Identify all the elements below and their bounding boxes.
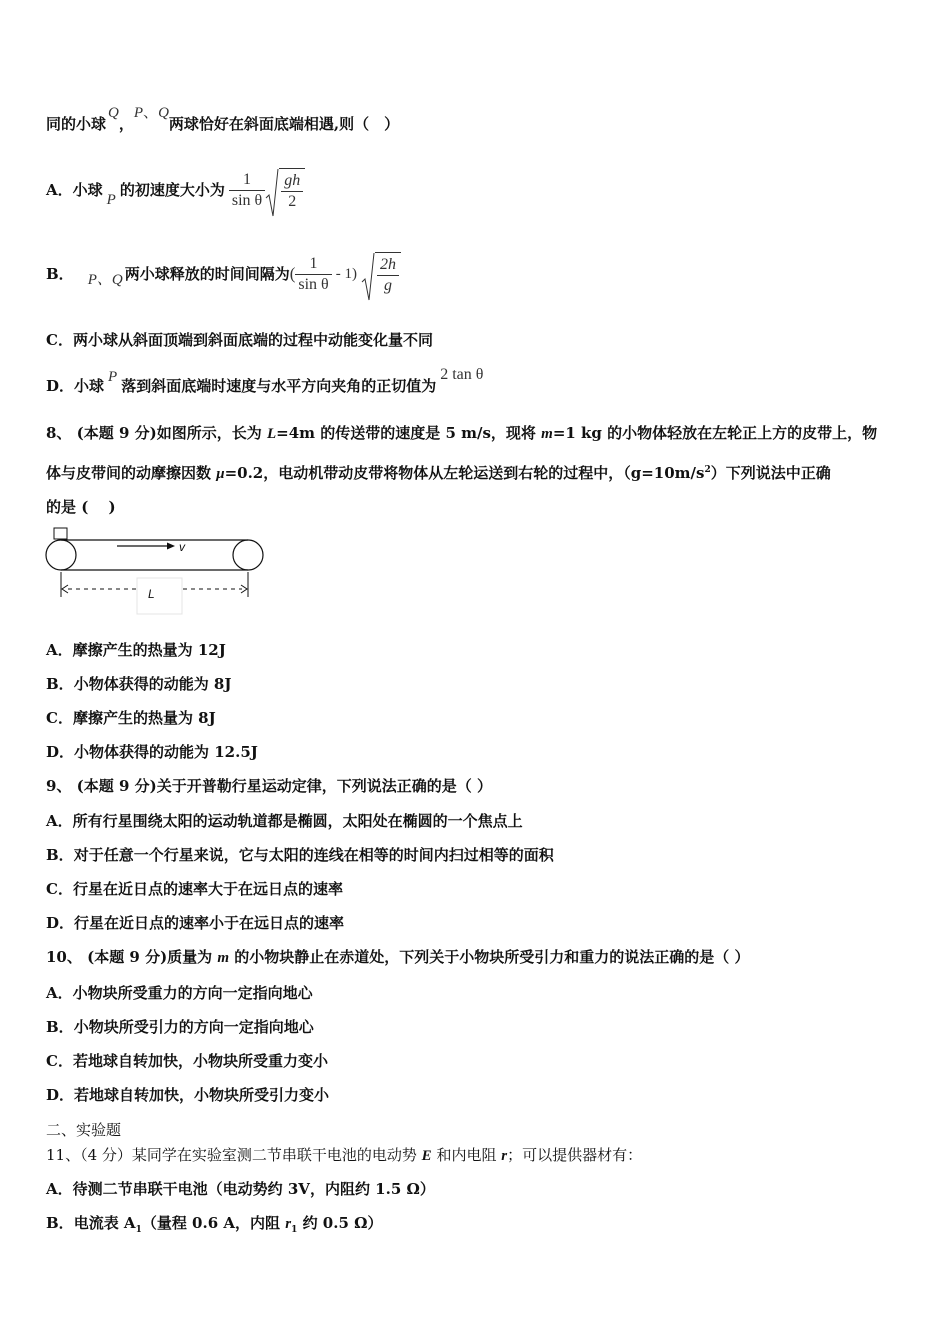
var-mu: μ (216, 466, 225, 482)
option-text: 两小球释放的时间间隔为 (124, 265, 290, 283)
q11-stem (46, 1145, 642, 1166)
option-label: A． (46, 812, 73, 830)
option-text: 摩擦产生的热量为 12J (72, 641, 226, 659)
q7-option-c (46, 330, 433, 350)
L-label-box (137, 578, 182, 614)
option-text: 约 0.5 Ω） (297, 1214, 383, 1232)
fraction: $\frac{1}{\text{sin θ}}$ (229, 170, 265, 211)
q9-option-c (46, 879, 343, 899)
q7-text-b: 两球恰好在斜面底端相遇,则（ ） (168, 115, 400, 133)
option-text: 小物体获得的动能为 8J (73, 675, 232, 693)
var-L: L (266, 426, 277, 442)
option-text: 小物块所受引力的方向一定指向地心 (73, 1018, 314, 1036)
option-label: C． (46, 1052, 73, 1070)
q7-stem-tail (46, 105, 400, 135)
option-label: B． (46, 675, 74, 693)
q11-option-a (46, 1179, 435, 1199)
option-label: A． (46, 1180, 73, 1198)
velocity-arrowhead (167, 543, 175, 550)
q11-text: ；可以提供器材有： (507, 1146, 643, 1164)
q8-stem-line2 (46, 460, 831, 484)
subscript: 1 (291, 1225, 298, 1235)
q7-text-a: 同的小球 (46, 115, 107, 133)
q10-option-a (46, 983, 313, 1003)
q7-option-a (46, 165, 305, 215)
option-text: 摩擦产生的热量为 8J (72, 709, 216, 727)
q8-text: 的是 ( ) (46, 498, 116, 516)
option-text: 对于任意一个行星来说，它与太阳的连线在相等的时间内扫过相等的面积 (73, 846, 554, 864)
option-label: B． (46, 265, 74, 283)
q7-comma: ， (118, 115, 134, 133)
option-label: C． (46, 331, 73, 349)
section-title (46, 1120, 121, 1140)
q7-separator: 、 (143, 105, 159, 121)
sqrt-expression (361, 252, 401, 296)
superscript: 2 (704, 465, 711, 475)
q8-text: 8、 (本题 9 分)如图所示，长为 (46, 424, 267, 442)
option-text: 行星在近日点的速率大于在远日点的速率 (72, 880, 343, 898)
option-text: （量程 0.6 A，内阻 (141, 1214, 286, 1232)
option-label: D． (46, 743, 75, 761)
symbol-p: P (106, 192, 116, 208)
q10-option-c (46, 1051, 328, 1071)
q9-option-a (46, 811, 523, 831)
q8-text: =0.2，电动机带动皮带将物体从左轮运送到右轮的过程中，（g=10m/s (224, 464, 705, 482)
section-title-text: 二、实验题 (46, 1121, 122, 1139)
L-label: L (148, 587, 155, 601)
q11-option-b (46, 1213, 382, 1240)
option-text: 的初速度大小为 (119, 181, 225, 199)
subscript: 1 (135, 1225, 142, 1235)
q7-symbol-p: P (133, 105, 144, 121)
paren: ( (289, 264, 296, 283)
option-text: 若地球自转加快，小物块所受重力变小 (72, 1052, 328, 1070)
option-text: 落到斜面底端时速度与水平方向夹角的正切值为 (121, 377, 437, 395)
option-text: 所有行星围绕太阳的运动轨道都是椭圆，太阳处在椭圆的一个焦点上 (72, 812, 523, 830)
q10-stem (46, 947, 750, 968)
q8-text: 体与皮带间的动摩擦因数 (46, 464, 217, 482)
option-label: D． (46, 914, 75, 932)
q10-text: 的小物块静止在赤道处，下列关于小物块所受引力和重力的说法正确的是（ ） (229, 948, 750, 966)
tan-expression: 2 tan θ (440, 366, 484, 383)
right-wheel (233, 540, 263, 570)
q9-stem (46, 776, 492, 796)
root-denominator: g (383, 277, 392, 294)
option-label: D． (46, 1086, 75, 1104)
q9-text: 9、 (本题 9 分)关于开普勒行星运动定律，下列说法正确的是（ ） (46, 777, 492, 795)
option-text: 若地球自转加快，小物块所受引力变小 (74, 1086, 330, 1104)
q7-option-d (46, 366, 484, 397)
minus-one: - 1) (335, 266, 357, 282)
left-wheel (46, 540, 76, 570)
q8-text: =4m 的传送带的速度是 5 m/s，现将 (276, 424, 542, 442)
option-label: C． (46, 709, 73, 727)
option-label: C． (46, 880, 73, 898)
option-text: 小物体获得的动能为 12.5J (74, 743, 258, 761)
q8-option-a (46, 640, 226, 660)
var-r: r (501, 1148, 508, 1164)
q8-text: =1 kg 的小物体轻放在左轮正上方的皮带上，物 (552, 424, 878, 442)
option-text: 待测二节串联干电池（电动势约 3V，内阻约 1.5 Ω） (72, 1180, 435, 1198)
option-text: 两小球从斜面顶端到斜面底端的过程中动能变化量不同 (72, 331, 433, 349)
q7-symbol-q: Q (108, 105, 119, 121)
root-denominator: 2 (288, 193, 297, 210)
sqrt-expression (265, 168, 305, 212)
q9-option-b (46, 845, 554, 865)
conveyor-belt-figure (44, 525, 268, 617)
option-label: A． (46, 181, 73, 199)
option-label: B． (46, 1214, 74, 1232)
root-numerator: gh (281, 171, 303, 192)
q8-stem-line1 (46, 423, 877, 444)
symbol-pq: P、Q (87, 272, 123, 288)
symbol-p: P (108, 369, 118, 385)
q7-symbol-q2: Q (158, 105, 169, 121)
option-label: B． (46, 1018, 74, 1036)
var-m: m (217, 950, 230, 966)
option-text: 小球 (72, 181, 103, 199)
q8-stem-line3 (46, 497, 116, 517)
q7-option-b (46, 248, 401, 300)
var-m: m (541, 426, 553, 442)
q10-option-d (46, 1085, 329, 1105)
q10-option-b (46, 1017, 314, 1037)
q8-option-d (46, 742, 258, 762)
q8-option-c (46, 708, 216, 728)
fraction: $\frac{1}{\text{sin θ}}$ (295, 254, 331, 295)
option-text: 电流表 A (73, 1214, 136, 1232)
q8-text: ）下列说法中正确 (710, 464, 831, 482)
q8-option-b (46, 674, 231, 694)
option-text: 小物块所受重力的方向一定指向地心 (72, 984, 313, 1002)
root-numerator: 2h (377, 255, 399, 276)
var-E: E (421, 1148, 432, 1164)
dim-arrow-left (62, 585, 68, 593)
option-label: D． (46, 377, 75, 395)
q11-text: 和内电阻 (431, 1146, 502, 1164)
option-label: B． (46, 846, 74, 864)
v-label: v (179, 540, 185, 554)
q9-option-d (46, 913, 344, 933)
option-text: 行星在近日点的速率小于在远日点的速率 (74, 914, 345, 932)
option-text: 小球 (74, 377, 105, 395)
block (54, 528, 67, 539)
q11-text: 11、（4 分）某同学在实验室测二节串联干电池的电动势 (46, 1146, 422, 1164)
option-label: A． (46, 984, 73, 1002)
option-label: A． (46, 641, 73, 659)
q10-text: 10、 (本题 9 分)质量为 (46, 948, 218, 966)
var-r: r (285, 1216, 292, 1232)
